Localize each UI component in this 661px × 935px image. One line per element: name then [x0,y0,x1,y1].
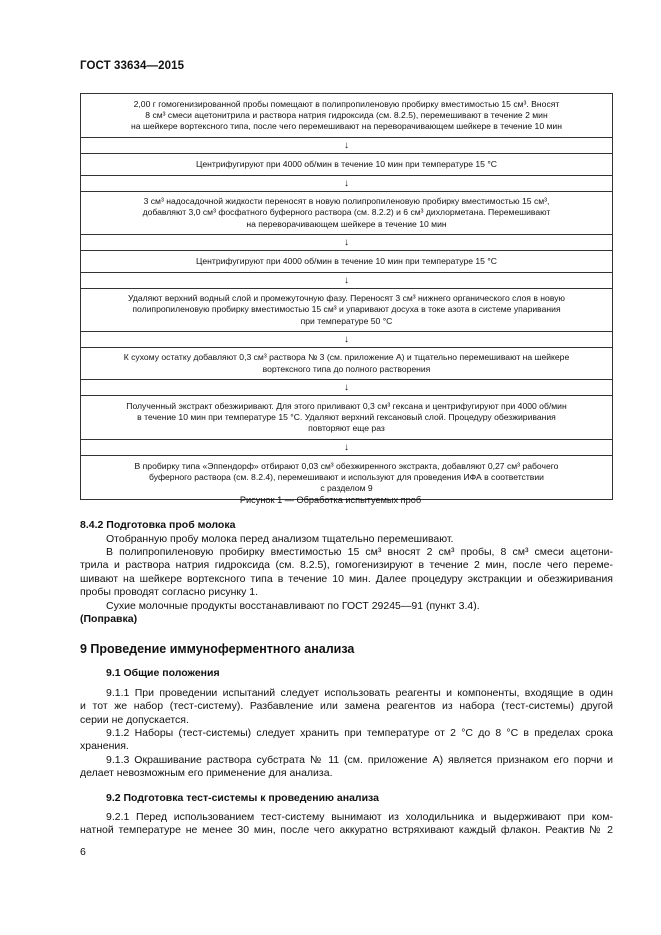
paragraph [80,546,613,599]
flow-step-line: добавляют 3,0 см³ фосфатного буферного раствора (см. 8.2.2) и 6 см³ дихлорметана. Перемешивают [142,207,551,218]
correction-note: (Поправка) [80,613,138,625]
paragraph-line: и тот же набор (тест-систему). Разбавление или замена реагентов из набора (тест-системы) другой [80,700,613,713]
flow-step-line: на шейкере вортексного типа, после чего перемешивают на переворачивающем шейкере в течение 10 мин [131,121,562,132]
flow-arrow: ↓ [81,138,612,154]
flow-step-line: К сухому остатку добавляют 0,3 см³ раствора № 3 (см. приложение А) и тщательно перемешивают на шейкере [123,352,570,363]
flow-step-line: 3 см³ надосадочной жидкости переносят в новую полипропиленовую пробирку вместимостью 15 см³, [143,196,550,207]
paragraph-line: 9.1.3 Окрашивание раствора субстрата № 11 (см. приложение А) является признаком его порчи и [106,754,613,766]
paragraph-line: шивают на шейкере вортексного типа в течение 10 мин. Далее процедуру экстракции и обезжиривания [80,572,613,585]
paragraph: Отобранную пробу молока перед анализом тщательно перемешивают. [106,533,454,545]
flow-step-8 [81,456,612,500]
page-number: 6 [80,846,86,858]
paragraph-line: В полипропиленовую пробирку вместимостью 15 см³ вносят 2 см³ пробы, 8 см³ смеси ацетони- [106,546,613,558]
subsection-heading-9-1: 9.1 Общие положения [106,667,220,679]
flow-step-6 [81,348,612,380]
flow-arrow: ↓ [81,273,612,289]
flow-arrow: ↓ [81,176,612,192]
paragraph-9-1-3 [80,754,613,781]
paragraph-line: 9.1.2 Наборы (тест-системы) следует хранить при температуре от 2 °С до 8 °С в пределах срока [106,727,613,739]
subsection-heading-9-2: 9.2 Подготовка тест-системы к проведению анализа [106,792,379,804]
paragraph-line: трила и раствора натрия гидроксида (см. 8.2.5), гомогенизируют в течение 2 мин, после чего переме- [80,559,613,572]
paragraph-9-2-1 [80,811,613,838]
document-code: ГОСТ 33634—2015 [80,60,185,72]
flow-step-line: при температуре 50 °С [300,315,393,326]
flow-step-1 [81,94,612,138]
paragraph-9-1-2 [80,727,613,754]
flow-step-line: Центрифугируют при 4000 об/мин в течение 10 мин при температуре 15 °С [196,158,497,169]
flow-step-4 [81,251,612,273]
flow-step-line: Полученный экстракт обезжиривают. Для этого приливают 0,3 см³ гексана и центрифугируют при 4000 об/мин [126,400,567,411]
flow-step-5 [81,289,612,332]
flowchart [80,93,613,500]
flow-step-line: в течение 10 мин при температуре 15 °С. Удаляют верхний гексановый слой. Процедуру обезжиривания [137,411,556,422]
subsection-heading-8-4-2: 8.4.2 Подготовка проб молока [80,519,236,531]
flow-step-line: 2,00 г гомогенизированной пробы помещают в полипропиленовую пробирку вместимостью 15 см³. Вносят [133,98,560,109]
flow-step-line: В пробирку типа «Эппендорф» отбирают 0,03 см³ обезжиренного экстракта, добавляют 0,27 см³ рабочего [134,460,559,471]
flow-step-2 [81,154,612,176]
flow-step-line: Удаляют верхний водный слой и промежуточную фазу. Переносят 3 см³ нижнего органического слоя в новую [128,293,565,304]
flow-step-3 [81,192,612,235]
flow-step-line: вортексного типа до полного растворения [262,363,431,374]
flow-step-7 [81,396,612,440]
flow-step-line: на переворачивающем шейкере в течение 10 мин [246,218,447,229]
flow-step-line: буферного раствора (см. 8.2.4), перемешивают и используют для проведения ИФА в соответствии [149,471,544,482]
paragraph-line: 9.2.1 Перед использованием тест-систему вынимают из холодильника и выдерживают при ком- [106,811,613,823]
flow-step-line: полипропиленовую пробирку вместимостью 15 см³ и упаривают досуха в токе азота в системе упаривания [132,304,561,315]
paragraph: Сухие молочные продукты восстанавливают по ГОСТ 29245—91 (пункт 3.4). [106,600,480,612]
paragraph-line: хранения. [80,740,129,753]
flow-step-line: Центрифугируют при 4000 об/мин в течение 10 мин при температуре 15 °С [196,255,497,266]
flow-step-line: с разделом 9 [320,483,373,494]
paragraph-line: пробы проводят согласно рисунку 1. [80,585,259,598]
flow-arrow: ↓ [81,440,612,456]
flow-step-line: 8 см³ смеси ацетонитрила и раствора натрия гидроксида (см. 8.2.5), перемешивают в течение 2 мин [145,109,548,120]
flow-arrow: ↓ [81,235,612,251]
paragraph-line: делает невозможным его применение для анализа. [80,767,333,780]
flow-step-line: повторяют еще раз [308,423,385,434]
flow-arrow: ↓ [81,332,612,348]
figure-caption: Рисунок 1 — Обработка испытуемых проб [239,495,422,505]
paragraph-line: натной температуре не менее 30 мин, после чего аккуратно встряхивают каждый флакон. Реактив № 2 [80,824,613,837]
paragraph-line: серии не допускается. [80,713,189,726]
section-heading-9: 9 Проведение иммуноферментного анализа [80,642,355,656]
paragraph-9-1-1 [80,687,613,727]
flow-arrow: ↓ [81,380,612,396]
paragraph-line: 9.1.1 При проведении испытаний следует использовать реагенты и компоненты, входящие в один [106,687,613,699]
